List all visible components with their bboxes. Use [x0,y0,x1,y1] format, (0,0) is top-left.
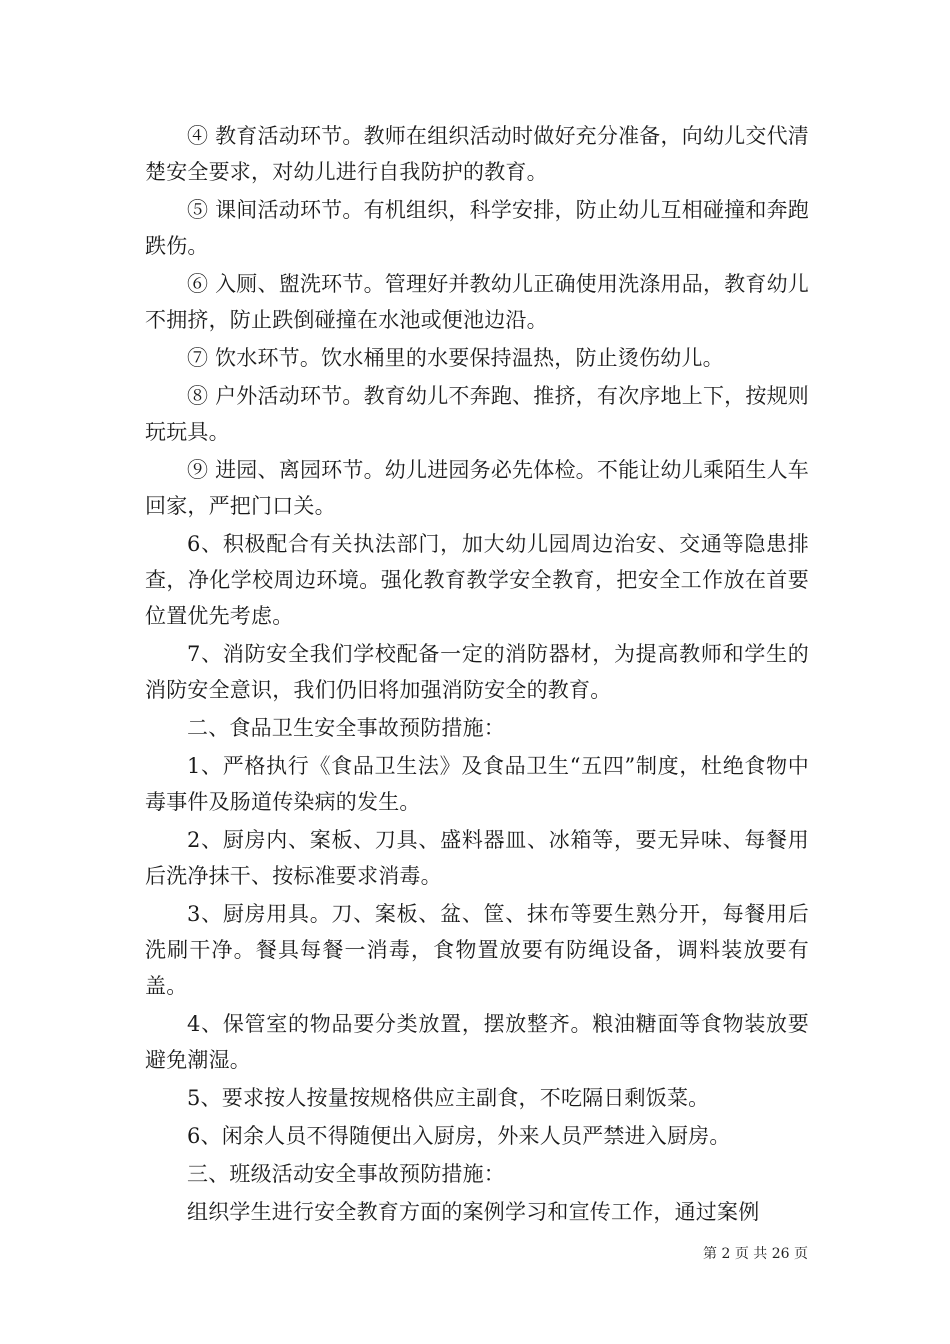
paragraph-food-1: 1、严格执行《食品卫生法》及食品卫生“五四”制度，杜绝食物中毒事件及肠道传染病的发生。 [145,754,809,814]
paragraph-food-4: 4、保管室的物品要分类放置，摆放整齐。粮油糖面等食物装放要避免潮湿。 [145,1012,809,1072]
paragraph-9-arrival-departure: ⑨ 进园、离园环节。幼儿进园务必先体检。不能让幼儿乘陌生人车回家，严把门口关。 [145,458,809,518]
paragraph-4-education-activity: ④ 教育活动环节。教师在组织活动时做好充分准备，向幼儿交代清楚安全要求，对幼儿进行自我防护的教育。 [145,124,809,184]
paragraph-class-activity-1: 组织学生进行安全教育方面的案例学习和宣传工作，通过案例 [187,1200,760,1224]
document-body [145,118,809,1232]
paragraph-6-restroom: ⑥ 入厕、盥洗环节。管理好并教幼儿正确使用洗涤用品，教育幼儿不拥挤，防止跌倒碰撞在水池或便池边沿。 [145,272,809,332]
section-heading-class-activity: 三、班级活动安全事故预防措施： [187,1162,505,1186]
paragraph-food-5: 5、要求按人按量按规格供应主副食，不吃隔日剩饭菜。 [187,1086,710,1110]
paragraph-food-6: 6、闲余人员不得随便出入厨房，外来人员严禁进入厨房。 [187,1124,731,1148]
paragraph-7-drinking-water: ⑦ 饮水环节。饮水桶里的水要保持温热，防止烫伤幼儿。 [187,346,724,370]
paragraph-food-2: 2、厨房内、案板、刀具、盛料器皿、冰箱等，要无异味、每餐用后洗净抹干、按标准要求消毒。 [145,828,809,888]
section-heading-food-safety: 二、食品卫生安全事故预防措施： [187,716,505,740]
paragraph-5-break-activity: ⑤ 课间活动环节。有机组织，科学安排，防止幼儿互相碰撞和奔跑跌伤。 [145,198,809,258]
paragraph-item-7-fire-safety: 7、消防安全我们学校配备一定的消防器材，为提高教师和学生的消防安全意识，我们仍旧将加强消防安全的教育。 [145,642,809,702]
paragraph-8-outdoor-activity: ⑧ 户外活动环节。教育幼儿不奔跑、推挤，有次序地上下，按规则玩玩具。 [145,384,809,444]
paragraph-food-3: 3、厨房用具。刀、案板、盆、筐、抹布等要生熟分开，每餐用后洗刷干净。餐具每餐一消毒，食物置放要有防绳设备，调料装放要有盖。 [145,902,809,998]
paragraph-item-6-law-enforcement: 6、积极配合有关执法部门，加大幼儿园周边治安、交通等隐患排查，净化学校周边环境。强化教育教学安全教育，把安全工作放在首要位置优先考虑。 [145,532,809,628]
page-number-footer: 第 2 页 共 26 页 [703,1246,808,1262]
